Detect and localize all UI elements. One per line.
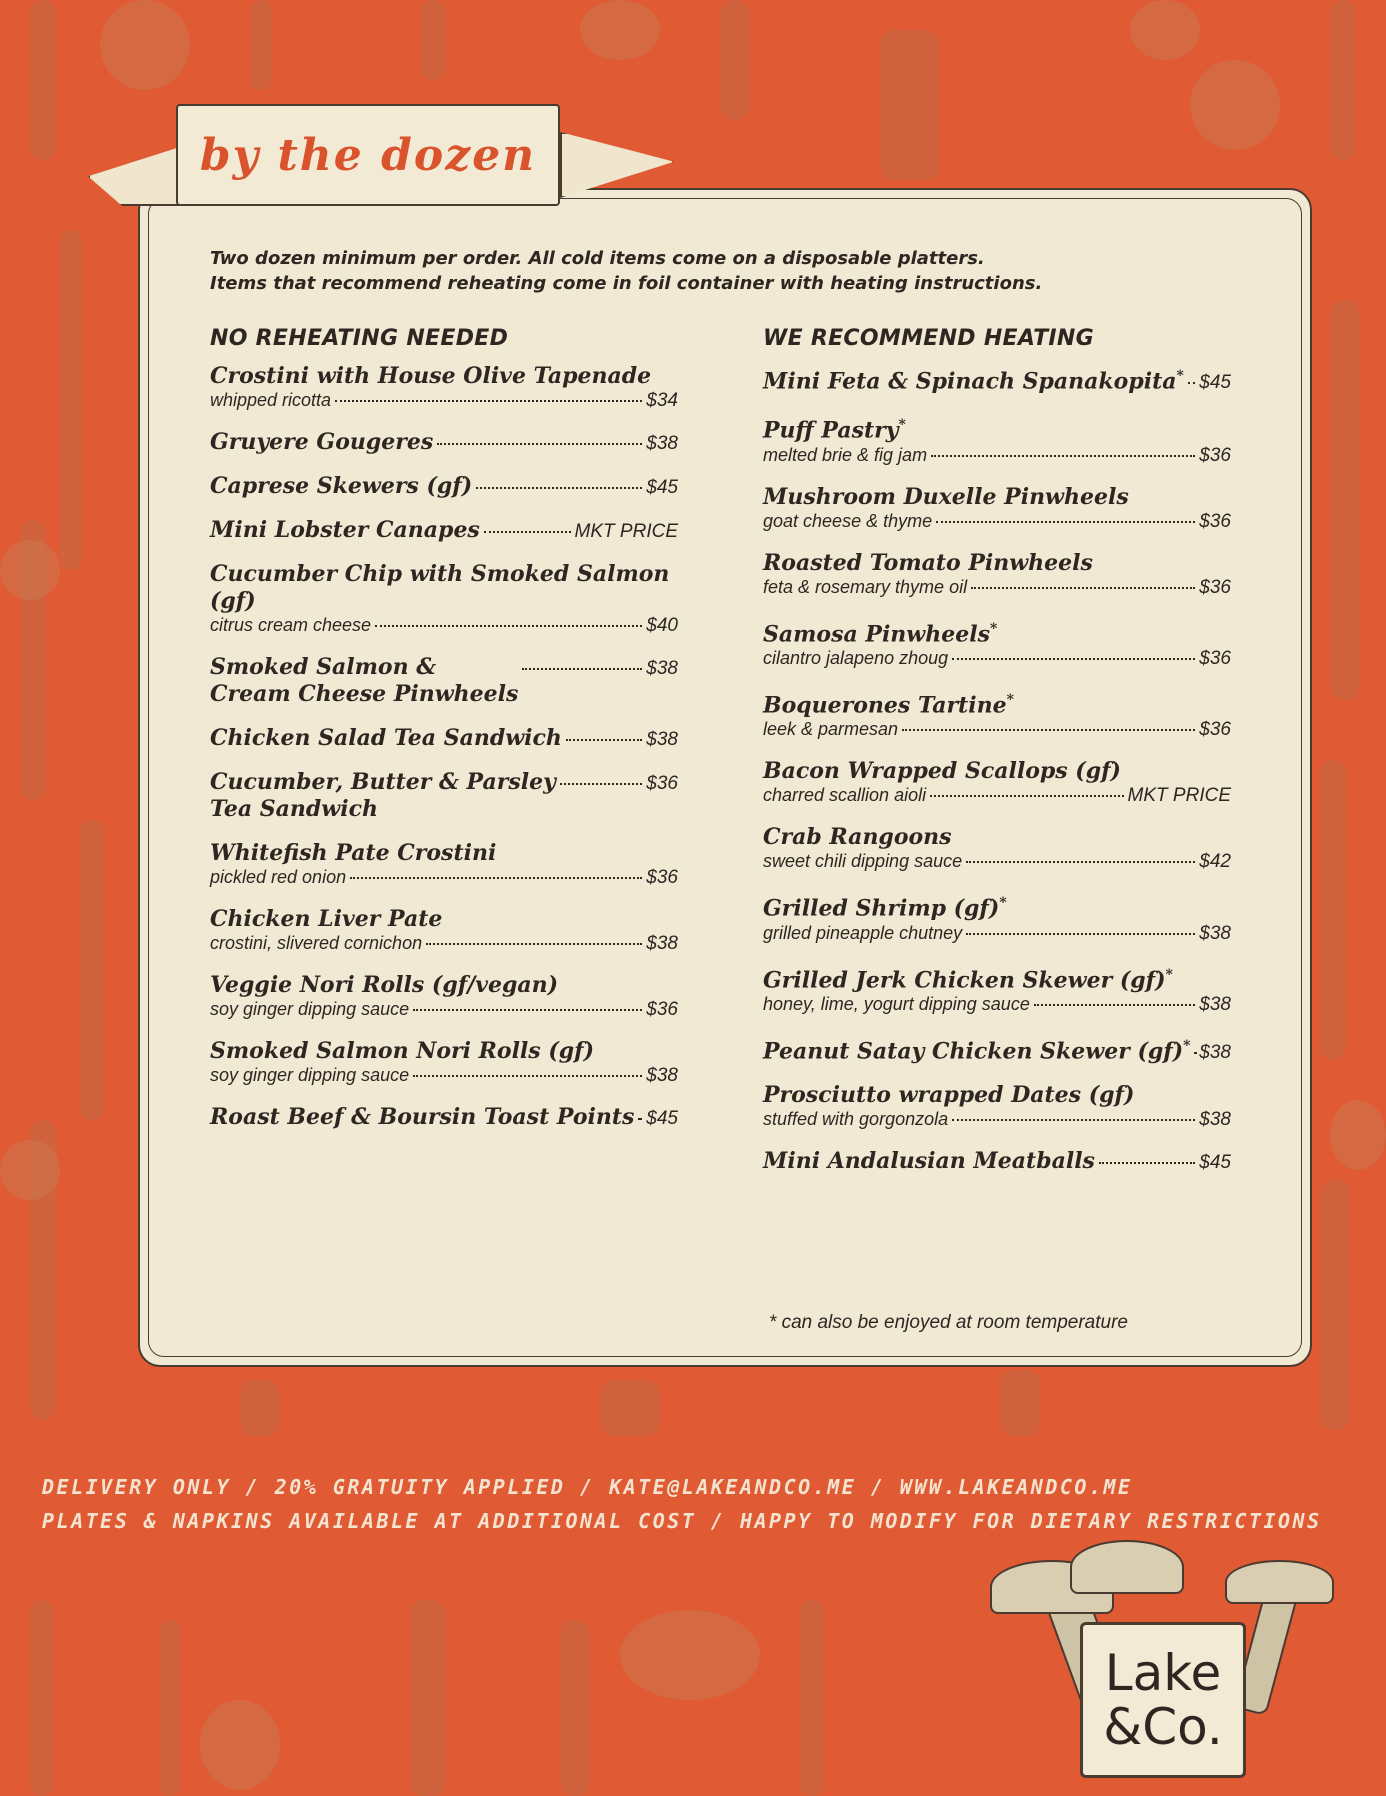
menu-item-description: melted brie & fig jam bbox=[763, 444, 928, 465]
menu-item-name: Boquerones Tartine bbox=[763, 692, 1007, 719]
menu-item-description: cilantro jalapeno zhoug bbox=[763, 647, 949, 668]
lake-and-co-logo bbox=[980, 1540, 1360, 1796]
menu-item-name: Prosciutto wrapped Dates (gf) bbox=[763, 1082, 1135, 1109]
menu-item bbox=[210, 429, 678, 456]
mushroom-cap-icon bbox=[1225, 1560, 1334, 1604]
dot-leader bbox=[966, 861, 1195, 863]
room-temperature-star: * bbox=[1176, 368, 1184, 384]
footer-line-2: PLATES & NAPKINS AVAILABLE AT ADDITIONAL COST / HAPPY TO MODIFY FOR DIETARY RESTRICTIONS bbox=[42, 1509, 1322, 1533]
menu-item bbox=[763, 484, 1231, 533]
dot-leader bbox=[350, 877, 642, 879]
intro-line-2: Items that recommend reheating come in foil container with heating instructions. bbox=[210, 273, 1043, 294]
menu-item-name-wrap bbox=[763, 758, 1231, 785]
dot-leader bbox=[930, 795, 1123, 797]
menu-item bbox=[763, 616, 1231, 670]
menu-item-name-wrap bbox=[763, 363, 1184, 395]
logo-line-2: &Co. bbox=[1103, 1698, 1223, 1756]
menu-item-name-wrap bbox=[763, 962, 1231, 994]
menu-item-name-wrap bbox=[210, 561, 678, 615]
menu-item bbox=[210, 972, 678, 1021]
menu-item-name: Caprese Skewers (gf) bbox=[210, 473, 473, 499]
menu-item-price: $38 bbox=[646, 729, 678, 750]
menu-item bbox=[210, 840, 678, 889]
menu-item-name-wrap bbox=[763, 412, 1231, 444]
right-column bbox=[763, 326, 1231, 1192]
menu-item-name: Grilled Jerk Chicken Skewer (gf) bbox=[763, 966, 1166, 993]
menu-item bbox=[210, 473, 678, 500]
mushroom-cap-icon bbox=[1070, 1540, 1184, 1594]
menu-item-name: Gruyere Gougeres bbox=[210, 429, 434, 455]
menu-item-name-wrap bbox=[763, 824, 1231, 851]
menu-item-name-wrap bbox=[210, 972, 678, 999]
menu-item-description: sweet chili dipping sauce bbox=[763, 851, 963, 872]
logo-box bbox=[1080, 1622, 1246, 1778]
menu-item bbox=[210, 517, 678, 544]
menu-item-price: $38 bbox=[1199, 922, 1231, 944]
menu-item-name: Mini Andalusian Meatballs bbox=[763, 1148, 1095, 1175]
menu-item-price: $38 bbox=[1199, 1042, 1231, 1064]
dot-leader bbox=[952, 1119, 1195, 1121]
room-temperature-star: * bbox=[1183, 1037, 1191, 1054]
menu-item-name: Chicken Salad Tea Sandwich bbox=[210, 725, 562, 751]
menu-item bbox=[763, 550, 1231, 599]
menu-item-price: $38 bbox=[646, 933, 678, 954]
dot-leader bbox=[413, 1009, 642, 1011]
menu-item bbox=[210, 654, 678, 708]
menu-item-name-wrap bbox=[763, 1033, 1190, 1065]
dot-leader bbox=[335, 400, 642, 402]
menu-item-price: $45 bbox=[1199, 1152, 1231, 1174]
dot-leader bbox=[566, 739, 642, 741]
menu-item-name-wrap bbox=[763, 616, 1231, 648]
menu-item-description: stuffed with gorgonzola bbox=[763, 1109, 949, 1130]
menu-item-name-wrap bbox=[210, 363, 678, 390]
menu-item-name-wrap bbox=[763, 890, 1231, 922]
dot-leader bbox=[1188, 382, 1195, 384]
menu-item-price: $36 bbox=[1199, 510, 1231, 532]
dot-leader bbox=[971, 587, 1195, 589]
room-temperature-star: * bbox=[898, 417, 906, 434]
menu-item-description: honey, lime, yogurt dipping sauce bbox=[763, 993, 1030, 1014]
menu-item bbox=[763, 363, 1231, 395]
menu-item-name: Mushroom Duxelle Pinwheels bbox=[763, 483, 1129, 510]
menu-item-price: $38 bbox=[1199, 993, 1231, 1015]
menu-item-name: Roasted Tomato Pinwheels bbox=[763, 549, 1093, 576]
menu-item-name: Bacon Wrapped Scallops (gf) bbox=[763, 758, 1121, 785]
dot-leader bbox=[936, 521, 1195, 523]
menu-item-name-wrap bbox=[763, 550, 1231, 577]
right-column-heading: WE RECOMMEND HEATING bbox=[763, 326, 1094, 351]
room-temperature-star: * bbox=[1165, 966, 1173, 983]
menu-item-price: $36 bbox=[646, 867, 678, 888]
menu-item bbox=[763, 890, 1231, 944]
menu-item bbox=[210, 363, 678, 412]
menu-item bbox=[210, 1038, 678, 1087]
dot-leader bbox=[1034, 1004, 1195, 1006]
dot-leader bbox=[426, 943, 642, 945]
menu-item-name-wrap bbox=[210, 1038, 678, 1065]
menu-item-price: $38 bbox=[1199, 1109, 1231, 1131]
menu-item bbox=[763, 687, 1231, 741]
dot-leader bbox=[1099, 1162, 1195, 1164]
footnote: * can also be enjoyed at room temperature bbox=[768, 1312, 1128, 1333]
menu-item-description: whipped ricotta bbox=[210, 390, 332, 410]
menu-item-description: goat cheese & thyme bbox=[763, 510, 933, 531]
menu-item-price: $36 bbox=[646, 773, 678, 794]
dot-leader bbox=[966, 933, 1195, 935]
menu-item-price: MKT PRICE bbox=[1127, 785, 1231, 807]
room-temperature-star: * bbox=[989, 620, 998, 637]
menu-item-name-wrap bbox=[210, 517, 480, 544]
menu-item-description: crostini, slivered cornichon bbox=[210, 933, 423, 953]
menu-item-price: $40 bbox=[646, 615, 678, 636]
dot-leader bbox=[522, 668, 642, 670]
menu-item bbox=[210, 769, 678, 823]
dot-leader bbox=[413, 1075, 642, 1077]
menu-item bbox=[210, 561, 678, 637]
menu-item-name-wrap bbox=[763, 484, 1231, 511]
menu-item-name-wrap bbox=[210, 1104, 634, 1131]
dot-leader bbox=[1194, 1052, 1195, 1054]
menu-item-name: Samosa Pinwheels bbox=[763, 620, 990, 647]
menu-item-name-wrap bbox=[763, 1148, 1095, 1175]
intro-line-1: Two dozen minimum per order. All cold items come on a disposable platters. bbox=[210, 248, 985, 269]
menu-item-price: $36 bbox=[646, 999, 678, 1020]
menu-item-price: $36 bbox=[1199, 647, 1231, 669]
menu-item-name: Peanut Satay Chicken Skewer (gf) bbox=[763, 1038, 1184, 1065]
menu-item bbox=[763, 962, 1231, 1016]
menu-item-name-wrap bbox=[210, 769, 556, 823]
dot-leader bbox=[437, 443, 642, 445]
menu-item-description: grilled pineapple chutney bbox=[763, 922, 963, 943]
menu-item bbox=[763, 1033, 1231, 1065]
menu-item-name-wrap bbox=[210, 725, 562, 752]
menu-item-description: soy ginger dipping sauce bbox=[210, 999, 410, 1019]
dot-leader bbox=[638, 1118, 642, 1120]
menu-item-price: $38 bbox=[646, 433, 678, 454]
menu-item-name: Veggie Nori Rolls (gf/vegan) bbox=[210, 972, 559, 998]
menu-item-description: pickled red onion bbox=[210, 867, 347, 887]
title-banner bbox=[176, 104, 560, 206]
menu-item-price: $45 bbox=[646, 477, 678, 498]
menu-item-name: Chicken Liver Pate bbox=[210, 906, 443, 932]
menu-item-description: charred scallion aioli bbox=[763, 785, 927, 806]
menu-item-price: MKT PRICE bbox=[574, 521, 678, 542]
intro-text bbox=[210, 246, 1110, 296]
menu-item-name: Mini Lobster Canapes bbox=[210, 517, 480, 543]
menu-item-name: Crab Rangoons bbox=[763, 824, 952, 851]
menu-item-name: Mini Feta & Spinach Spanakopita bbox=[763, 368, 1177, 395]
menu-item-name-wrap bbox=[763, 687, 1231, 719]
right-item-list bbox=[763, 363, 1231, 1175]
menu-item-name: Roast Beef & Boursin Toast Points bbox=[210, 1104, 635, 1130]
menu-item-name-wrap bbox=[210, 906, 678, 933]
footer-line-1: DELIVERY ONLY / 20% GRATUITY APPLIED / KATE@LAKEANDCO.ME / WWW.LAKEANDCO.ME bbox=[42, 1475, 1133, 1499]
menu-item-name-wrap bbox=[210, 654, 518, 708]
logo-line-1: Lake bbox=[1104, 1644, 1222, 1702]
menu-item-name: Cucumber Chip with Smoked Salmon (gf) bbox=[210, 561, 670, 614]
menu-item-price: $34 bbox=[646, 390, 678, 411]
menu-item-description: feta & rosemary thyme oil bbox=[763, 576, 968, 597]
menu-item-price: $38 bbox=[646, 658, 678, 679]
menu-item-price: $36 bbox=[1199, 444, 1231, 466]
menu-item-price: $45 bbox=[646, 1108, 678, 1129]
room-temperature-star: * bbox=[1006, 691, 1014, 708]
dot-leader bbox=[476, 487, 642, 489]
left-item-list bbox=[210, 363, 678, 1131]
menu-item-name: Whitefish Pate Crostini bbox=[210, 840, 497, 866]
menu-item-name: Smoked Salmon & Cream Cheese Pinwheels bbox=[210, 654, 519, 707]
menu-item-price: $36 bbox=[1199, 576, 1231, 598]
menu-item-price: $42 bbox=[1199, 851, 1231, 873]
menu-item-name: Cucumber, Butter & Parsley Tea Sandwich bbox=[210, 769, 556, 822]
menu-item-name: Puff Pastry bbox=[763, 417, 899, 444]
menu-item-name-wrap bbox=[210, 473, 472, 500]
menu-item bbox=[763, 824, 1231, 873]
banner-title: by the dozen bbox=[199, 129, 537, 181]
dot-leader bbox=[931, 455, 1195, 457]
menu-item-description: leek & parmesan bbox=[763, 719, 899, 740]
left-column-heading: NO REHEATING NEEDED bbox=[210, 326, 509, 351]
menu-item bbox=[763, 1082, 1231, 1131]
menu-item-name-wrap bbox=[210, 429, 433, 456]
menu-item bbox=[763, 758, 1231, 807]
menu-item-name-wrap bbox=[210, 840, 678, 867]
room-temperature-star: * bbox=[999, 895, 1007, 912]
menu-item-price: $36 bbox=[1199, 719, 1231, 741]
menu-item-name: Crostini with House Olive Tapenade bbox=[210, 363, 652, 389]
dot-leader bbox=[560, 783, 642, 785]
left-column bbox=[210, 326, 678, 1148]
dot-leader bbox=[484, 531, 571, 533]
menu-item-name-wrap bbox=[763, 1082, 1231, 1109]
dot-leader bbox=[902, 729, 1195, 731]
menu-item-price: $45 bbox=[1199, 372, 1231, 394]
menu-item-name: Smoked Salmon Nori Rolls (gf) bbox=[210, 1038, 595, 1064]
menu-item-name: Grilled Shrimp (gf) bbox=[763, 895, 1000, 922]
menu-item bbox=[763, 1148, 1231, 1175]
menu-item bbox=[763, 412, 1231, 466]
menu-item-price: $38 bbox=[646, 1065, 678, 1086]
dot-leader bbox=[952, 658, 1195, 660]
menu-item-description: soy ginger dipping sauce bbox=[210, 1065, 410, 1085]
menu-item bbox=[210, 725, 678, 752]
footer-info bbox=[42, 1470, 1342, 1538]
menu-item-description: citrus cream cheese bbox=[210, 615, 372, 635]
menu-item bbox=[210, 906, 678, 955]
dot-leader bbox=[375, 625, 642, 627]
menu-item bbox=[210, 1104, 678, 1131]
